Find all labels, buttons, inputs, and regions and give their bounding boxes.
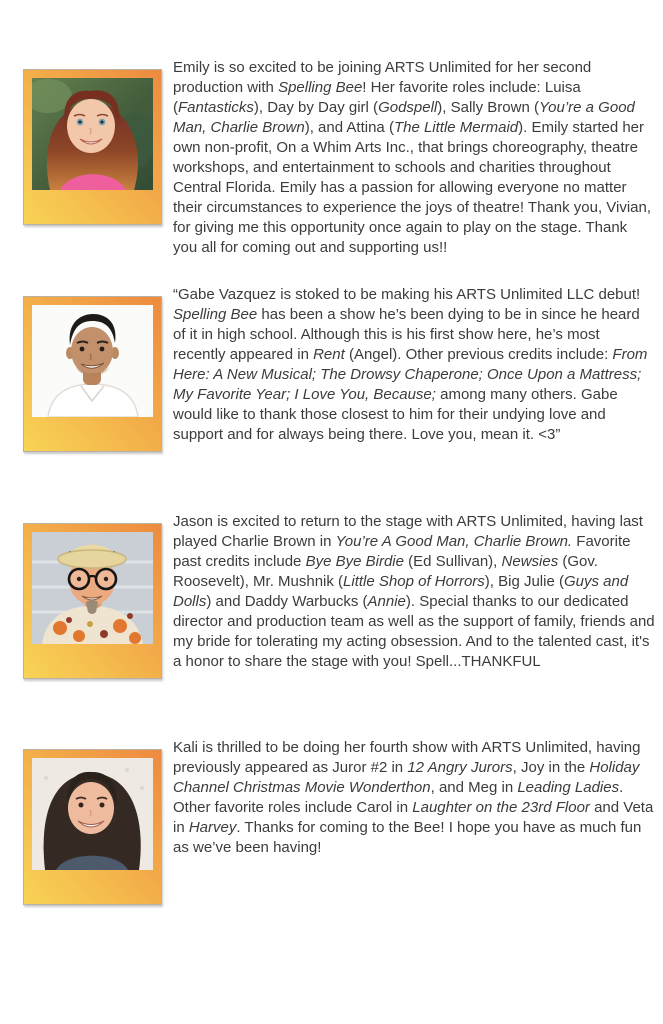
bio-text-run: Godspell xyxy=(378,99,438,116)
bio-text-gabe xyxy=(173,285,655,445)
bio-text-run: and Veta in xyxy=(173,799,654,836)
bio-text-run: Annie xyxy=(367,593,406,610)
bio-text-run: Jason is excited to return to the stage with ARTS Unlimited, having last played Charlie Brown in xyxy=(173,513,643,550)
bio-text-run: ), and Attina ( xyxy=(304,119,394,136)
kali-headshot-photo xyxy=(32,758,153,870)
bio-text-run: Kali is thrilled to be doing her fourth show with ARTS Unlimited, having previously appeared as Juror #2 in xyxy=(173,739,641,776)
bio-text-run: Holiday Channel Christmas Movie Wonderthon xyxy=(173,759,640,796)
bio-text-run: Guys and Dolls xyxy=(173,573,629,610)
bio-text-run: You’re a Good Man, Charlie Brown xyxy=(173,99,635,136)
bio-text-run: Leading Ladies xyxy=(517,779,620,796)
bio-text-jason xyxy=(173,512,655,672)
bio-text-run: Bye Bye Birdie xyxy=(305,553,404,570)
gabe-headshot-illustration xyxy=(32,305,153,417)
bio-text-run: Spelling Bee xyxy=(278,79,363,96)
bio-text-run: . Thanks for coming to the Bee! I hope you have as much fun as we’ve been having! xyxy=(173,819,642,856)
bio-row-emily xyxy=(23,58,655,258)
bio-text-emily xyxy=(173,58,655,258)
bio-text-run: Laughter on the 23rd Floor xyxy=(412,799,590,816)
bio-text-run: . Other favorite roles include Carol in xyxy=(173,779,624,816)
bio-row-jason xyxy=(23,512,655,679)
bio-row-gabe xyxy=(23,285,655,452)
bio-text-run: (Gov. Roosevelt), Mr. Mushnik ( xyxy=(173,553,598,590)
bio-text-run: ). Emily started her own non-profit, On a Whim Arts Inc., that brings choreography, theatre workshops, and entertainment to schools and charities throughout Central Florida. Emily has a passion for allowing everyone no matter their circumstances to experience the joys of theatre! Thank you, Vivian, for giving me this opportunity once again to play on the stage. Thank you all for coming out and supporting us!! xyxy=(173,119,652,256)
bio-text-run: , and Meg in xyxy=(430,779,518,796)
bio-text-run: among many others. Gabe would like to thank those closest to him for their undying love and support and for always being there. Love you, mean it. <3” xyxy=(173,386,618,443)
kali-headshot-illustration xyxy=(32,758,153,870)
bio-text-run: ). Special thanks to our dedicated director and production team as well as the support of family, friends and my bride for tolerating my acting obsession. And to the talented cast, it's a honor to share the stage with you! Spell...THANKFUL xyxy=(173,593,655,670)
bio-text-run: ! Her favorite roles include: Luisa ( xyxy=(173,79,581,116)
bio-text-run: 12 Angry Jurors xyxy=(407,759,513,776)
bio-text-run: (Ed Sullivan), xyxy=(403,553,502,570)
photo-frame xyxy=(23,69,162,225)
bio-text-run: Favorite past credits include xyxy=(173,533,631,570)
photo-frame xyxy=(23,749,162,905)
bio-text-run: Fantasticks xyxy=(178,99,254,116)
bio-text-run: has been a show he’s been dying to be in since he heard of it in high school. Although this is his first show here, he’s most recently appeared in xyxy=(173,306,640,363)
bio-text-run: ) and Daddy Warbucks ( xyxy=(206,593,368,610)
bio-text-run: Emily is so excited to be joining ARTS Unlimited for her second production with xyxy=(173,59,592,96)
bio-text-run: ), Sally Brown ( xyxy=(437,99,539,116)
bio-text-run: The Little Mermaid xyxy=(393,119,519,136)
photo-frame xyxy=(23,296,162,452)
bio-text-run: Rent xyxy=(313,346,345,363)
bio-text-run: , Joy in the xyxy=(512,759,590,776)
bio-text-run: You’re A Good Man, Charlie Brown. xyxy=(335,533,573,550)
emily-headshot-photo xyxy=(32,78,153,190)
emily-headshot-illustration xyxy=(32,78,153,190)
bio-text-run: Little Shop of Horrors xyxy=(343,573,485,590)
bio-text-run: ), Big Julie ( xyxy=(484,573,564,590)
bio-text-run: From Here: A New Musical; The Drowsy Chaperone; Once Upon a Mattress; My Favorite Year; I Love You, Because; xyxy=(173,346,648,403)
gabe-headshot-photo xyxy=(32,305,153,417)
bio-text-run: ), Day by Day girl ( xyxy=(253,99,379,116)
bio-row-kali xyxy=(23,738,655,905)
bio-text-kali xyxy=(173,738,655,858)
photo-frame xyxy=(23,523,162,679)
jason-headshot-illustration xyxy=(32,532,153,644)
bio-text-run: Newsies xyxy=(501,553,559,570)
bio-text-run: (Angel). Other previous credits include: xyxy=(344,346,613,363)
bio-text-run: Harvey xyxy=(188,819,237,836)
bio-text-run: “Gabe Vazquez is stoked to be making his ARTS Unlimited LLC debut! xyxy=(173,286,641,303)
bio-text-run: Spelling Bee xyxy=(173,306,258,323)
jason-headshot-photo xyxy=(32,532,153,644)
